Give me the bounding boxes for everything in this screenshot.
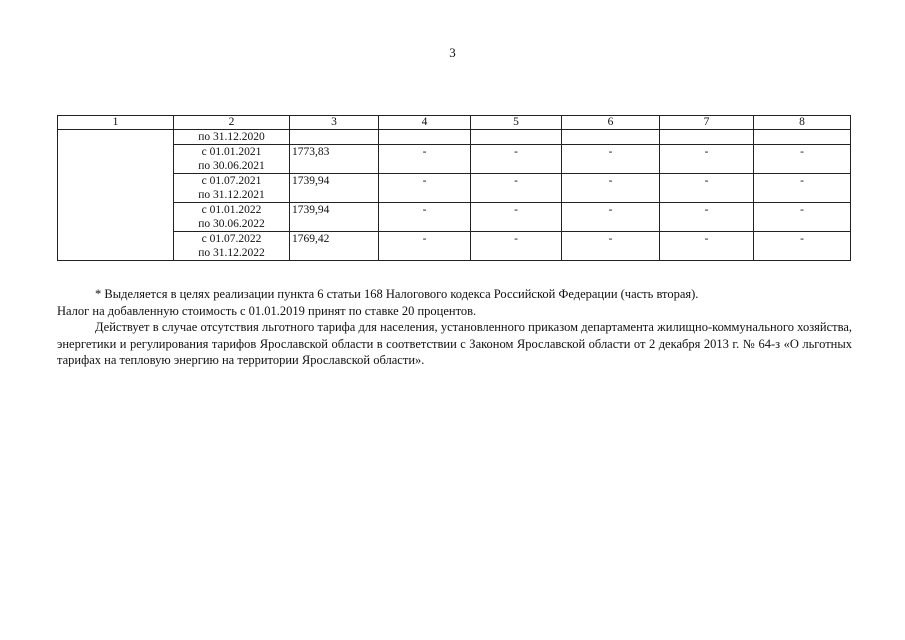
value-cell: - [562,203,660,232]
price-cell: 1739,94 [290,174,379,203]
table-row [58,130,851,145]
period-line: с 01.01.2022 [201,204,262,216]
period-line: по 30.06.2021 [198,160,265,172]
header-col-8: 8 [754,116,851,130]
value-cell: - [754,232,851,261]
value-cell: - [660,145,754,174]
merged-cell-col-1 [58,130,174,261]
table-row [58,145,851,174]
value-cell [471,130,562,145]
table-header-row [58,116,851,130]
header-col-3: 3 [290,116,379,130]
value-cell: - [754,203,851,232]
tariff-table [57,115,851,261]
value-cell: - [562,145,660,174]
header-col-2: 2 [174,116,290,130]
footnote-line: * Выделяется в целях реализации пункта 6 статьи 168 Налогового кодекса Российской Федерации (часть вторая). [95,287,699,301]
header-col-1: 1 [58,116,174,130]
value-cell: - [754,174,851,203]
value-cell: - [379,174,471,203]
notes-paragraph: Действует в случае отсутствия льготного тарифа для населения, установленного приказом департамента жилищно-коммунального хозяйства, энергетики и регулирования тарифов Ярославской области в соответствии с Законом Ярославской области от 2 декабря 2013 г. № 64-з «О льготных тарифах на тепловую энергию на территории Ярославской области». [57,320,852,367]
value-cell [562,130,660,145]
value-cell: - [562,232,660,261]
period-line: с 01.07.2022 [201,233,262,245]
period-cell [174,130,290,145]
price-cell [290,130,379,145]
header-col-5: 5 [471,116,562,130]
value-cell: - [471,174,562,203]
period-line: по 30.06.2022 [198,218,265,230]
value-cell: - [379,203,471,232]
value-cell: - [660,232,754,261]
period-line: с 01.07.2021 [201,175,262,187]
table-row [58,174,851,203]
value-cell: - [754,145,851,174]
value-cell [660,130,754,145]
value-cell: - [379,232,471,261]
value-cell: - [471,203,562,232]
page-number: 3 [449,45,456,60]
period-line: по 31.12.2020 [198,131,265,143]
value-cell [754,130,851,145]
period-cell [174,232,290,261]
period-line: по 31.12.2021 [198,189,265,201]
period-cell [174,145,290,174]
period-cell [174,174,290,203]
header-col-7: 7 [660,116,754,130]
period-line: по 31.12.2022 [198,247,265,259]
price-cell: 1769,42 [290,232,379,261]
table-row [58,232,851,261]
value-cell: - [379,145,471,174]
value-cell: - [562,174,660,203]
value-cell [379,130,471,145]
table-row [58,203,851,232]
value-cell: - [471,232,562,261]
price-cell: 1739,94 [290,203,379,232]
value-cell: - [660,174,754,203]
header-col-4: 4 [379,116,471,130]
value-cell: - [471,145,562,174]
period-line: с 01.01.2021 [201,146,262,158]
footnote-line: Налог на добавленную стоимость с 01.01.2019 принят по ставке 20 процентов. [57,303,477,318]
notes-section [57,286,852,369]
period-cell [174,203,290,232]
price-cell: 1773,83 [290,145,379,174]
header-col-6: 6 [562,116,660,130]
value-cell: - [660,203,754,232]
